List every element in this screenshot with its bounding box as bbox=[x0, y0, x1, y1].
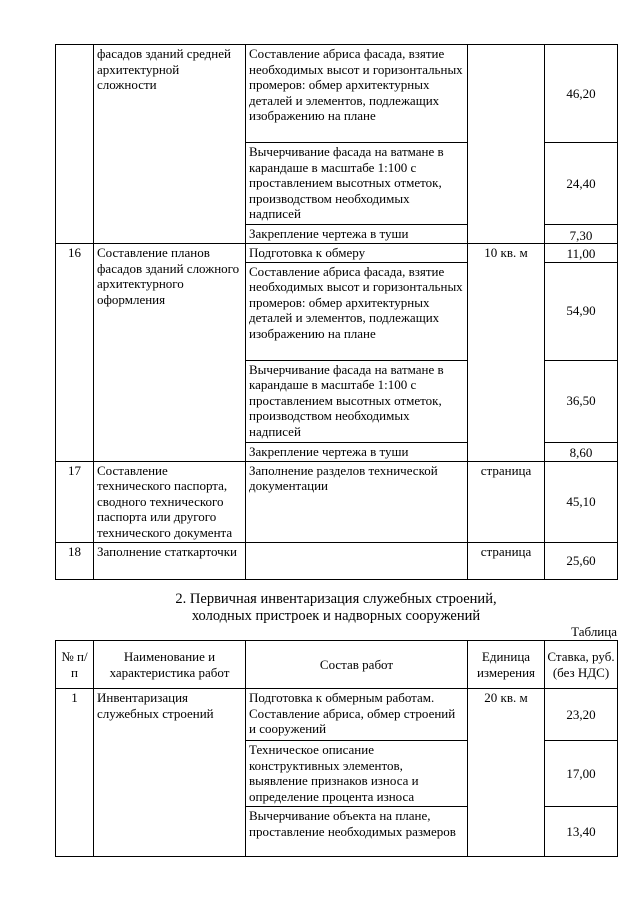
work-item-cell: Закрепление чертежа в туши bbox=[246, 225, 468, 244]
rate-cell: 46,20 bbox=[545, 45, 618, 143]
unit-cell: 10 кв. м bbox=[468, 244, 545, 462]
row-number: 18 bbox=[56, 542, 94, 579]
section-title-line-2: холодных пристроек и надворных сооружений bbox=[191, 608, 481, 624]
rate-cell: 45,10 bbox=[545, 461, 618, 542]
work-name-cell: Составление технического паспорта, сводного технического паспорта или другого технического документа bbox=[94, 461, 246, 542]
row-number: 17 bbox=[56, 461, 94, 542]
work-item-cell bbox=[246, 542, 468, 579]
section-title-line-1: 2. Первичная инвентаризация служебных строений, bbox=[175, 591, 497, 607]
work-item-cell: Вычерчивание фасада на ватмане в карандаше в масштабе 1:100 с проставлением высотных отметок, производством необходимых надписей bbox=[246, 143, 468, 225]
rate-cell: 7,30 bbox=[545, 225, 618, 244]
work-item-cell: Вычерчивание фасада на ватмане в карандаше в масштабе 1:100 с проставлением высотных отметок, производством необходимых надписей bbox=[246, 360, 468, 442]
work-item-cell: Составление абриса фасада, взятие необходимых высот и горизонтальных промеров: обмер архитектурных деталей и элементов, подлежащих изображению на плане bbox=[246, 45, 468, 143]
row-number: 16 bbox=[56, 244, 94, 462]
rate-cell: 23,20 bbox=[545, 689, 618, 741]
table-label: Таблица bbox=[571, 624, 617, 639]
rate-cell: 13,40 bbox=[545, 807, 618, 857]
rate-cell: 54,90 bbox=[545, 262, 618, 360]
header-num: № п/п bbox=[56, 641, 94, 689]
work-name-cell: Составление планов фасадов зданий сложного архитектурного оформления bbox=[94, 244, 246, 462]
rate-cell: 24,40 bbox=[545, 143, 618, 225]
rate-cell: 17,00 bbox=[545, 741, 618, 807]
header-rate: Ставка, руб. (без НДС) bbox=[545, 641, 618, 689]
row-number: 1 bbox=[56, 689, 94, 857]
section-title bbox=[55, 591, 617, 625]
work-item-cell: Заполнение разделов технической документации bbox=[246, 461, 468, 542]
rate-cell: 25,60 bbox=[545, 542, 618, 579]
work-item-cell: Подготовка к обмерным работам. Составление абриса, обмер строений и сооружений bbox=[246, 689, 468, 741]
rate-cell: 11,00 bbox=[545, 244, 618, 263]
unit-cell: страница bbox=[468, 542, 545, 579]
rate-cell: 36,50 bbox=[545, 360, 618, 442]
work-item-cell: Вычерчивание объекта на плане, проставление необходимых размеров bbox=[246, 807, 468, 857]
work-name-cell: фасадов зданий средней архитектурной сложности bbox=[94, 45, 246, 244]
unit-cell: 20 кв. м bbox=[468, 689, 545, 857]
work-item-cell: Техническое описание конструктивных элементов, выявление признаков износа и определение процента износа bbox=[246, 741, 468, 807]
table-row bbox=[56, 689, 618, 741]
rates-table-continued bbox=[55, 44, 618, 580]
inventory-rates-table bbox=[55, 640, 618, 857]
table-row bbox=[56, 244, 618, 263]
unit-cell: страница bbox=[468, 461, 545, 542]
table-row bbox=[56, 542, 618, 579]
header-unit: Единица измерения bbox=[468, 641, 545, 689]
work-item-cell: Закрепление чертежа в туши bbox=[246, 442, 468, 461]
table-header-row bbox=[56, 641, 618, 689]
work-item-cell: Подготовка к обмеру bbox=[246, 244, 468, 263]
work-name-cell: Заполнение статкарточки bbox=[94, 542, 246, 579]
header-name: Наименование и характеристика работ bbox=[94, 641, 246, 689]
table-row bbox=[56, 45, 618, 143]
table-row bbox=[56, 461, 618, 542]
work-item-cell: Составление абриса фасада, взятие необходимых высот и горизонтальных промеров: обмер архитектурных деталей и элементов, подлежащих изображению на плане bbox=[246, 262, 468, 360]
rate-cell: 8,60 bbox=[545, 442, 618, 461]
header-work: Состав работ bbox=[246, 641, 468, 689]
work-name-cell: Инвентаризация служебных строений bbox=[94, 689, 246, 857]
